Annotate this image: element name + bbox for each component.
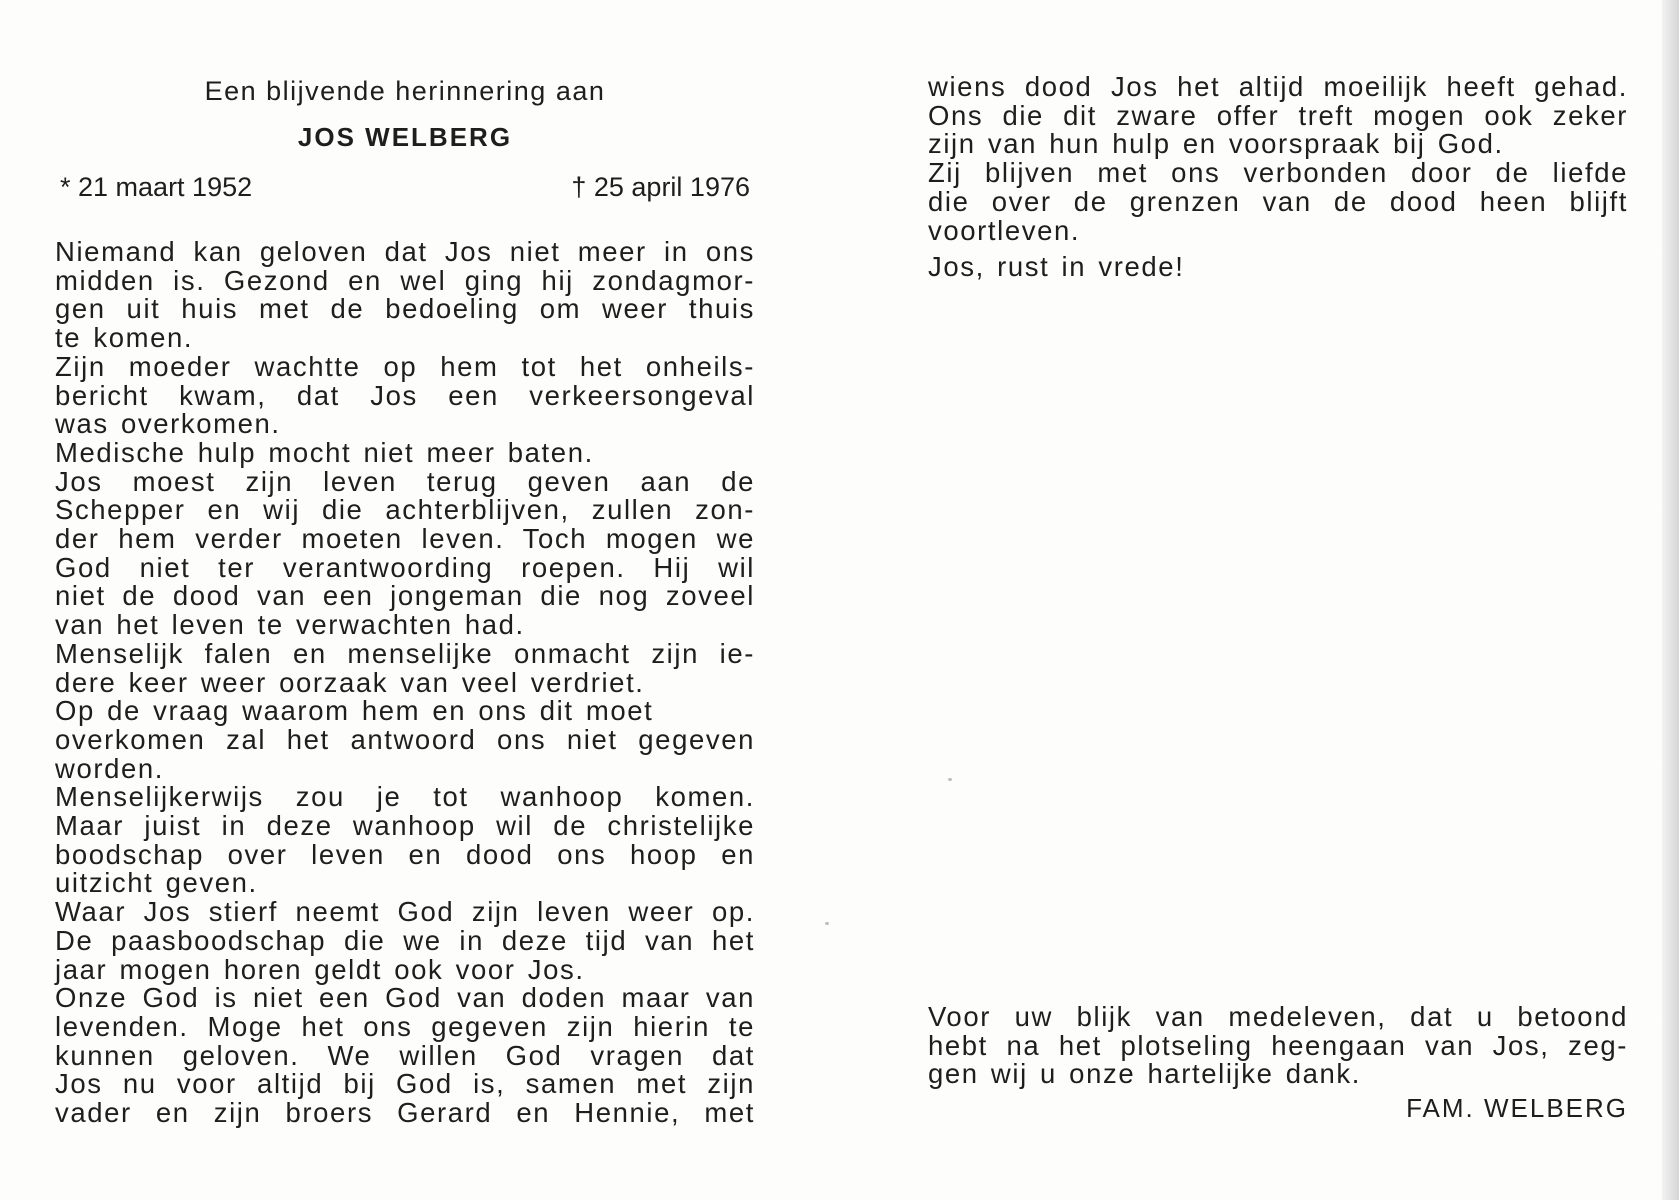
text-line: Jos moest zijn leven terug geven aan de [55,465,755,497]
text-line: kunnen geloven. We willen God vragen dat [55,1039,755,1071]
text-line: zijn van hun hulp en voorspraak bij God. [928,128,1504,160]
text-line: boodschap over leven en dood ons hoop en [55,838,755,870]
text-line: Maar juist in deze wanhoop wil de christelijke [55,810,755,842]
text-line: der hem verder moeten leven. Toch mogen we [55,523,755,555]
birth-date: * 21 maart 1952 [60,172,253,202]
scan-edge-shadow [1662,0,1679,1200]
text-line: wiens dood Jos het altijd moeilijk heeft gehad. [928,71,1628,102]
rest-in-peace [928,253,1628,282]
text-line: Waar Jos stierf neemt God zijn leven weer op. [55,896,755,928]
text-line: voortleven. [928,214,1081,246]
text-line: God niet ter verantwoording roepen. Hij wil [55,551,755,583]
text-line: dere keer weer oorzaak van veel verdriet. [55,666,645,698]
deceased-name: JOS WELBERG [297,122,513,152]
text-line: Medische hulp mocht niet meer baten. [55,436,594,468]
text-line: Menselijkerwijs zou je tot wanhoop komen. [55,781,755,813]
text-line: Jos, rust in vrede! [928,251,1185,282]
text-line: uitzicht geven. [55,867,258,899]
text-line: bericht kwam, dat Jos een verkeersongeval [55,379,755,411]
thanks-text [928,1003,1628,1089]
text-line: Ons die dit zware offer treft mogen ook zeker [928,99,1628,131]
text-line: was overkomen. [55,408,281,440]
text-line: jaar mogen horen geldt ook voor Jos. [55,953,585,985]
intro-line: Een blijvende herinnering aan [204,76,606,106]
text-line: Zijn moeder wachtte op hem tot het onheils- [55,350,755,382]
text-line: Voor uw blijk van medeleven, dat u betoond [928,1001,1628,1032]
text-line: midden is. Gezond en wel ging hij zondagmor- [55,264,755,296]
death-date: † 25 april 1976 [571,172,750,202]
text-line: van het leven te verwachten had. [55,609,525,641]
text-line: worden. [55,752,165,784]
eulogy-continued [928,73,1628,245]
text-line: te komen. [55,322,194,354]
family-signature: FAM. WELBERG [1406,1093,1628,1123]
text-line: Op de vraag waarom hem en ons dit moet [55,695,654,727]
eulogy-text [55,238,755,1128]
text-line: Jos nu voor altijd bij God is, samen met zijn [55,1068,755,1100]
text-line: De paasboodschap die we in deze tijd van het [55,924,755,956]
text-line: Niemand kan geloven dat Jos niet meer in ons [55,236,755,267]
text-line: hebt na het plotseling heengaan van Jos, zeg- [928,1029,1628,1061]
text-line: Schepper en wij die achterblijven, zullen zon- [55,494,755,526]
text-line: levenden. Moge het ons gegeven zijn hierin te [55,1010,755,1042]
text-line: overkomen zal het antwoord ons niet gegeven [55,723,755,755]
text-line: niet de dood van een jongeman die nog zoveel [55,580,755,612]
scan-speck [948,778,952,781]
text-line: gen wij u onze hartelijke dank. [928,1058,1362,1090]
text-line: vader en zijn broers Gerard en Hennie, met [55,1097,755,1129]
text-line: Onze God is niet een God van doden maar van [55,982,755,1014]
text-line: gen uit huis met de bedoeling om weer thuis [55,293,755,325]
text-line: die over de grenzen van de dood heen blijft [928,185,1628,217]
text-line: Zij blijven met ons verbonden door de liefde [928,157,1628,189]
scan-speck [825,922,829,925]
text-line: Menselijk falen en menselijke onmacht zijn ie- [55,637,755,669]
